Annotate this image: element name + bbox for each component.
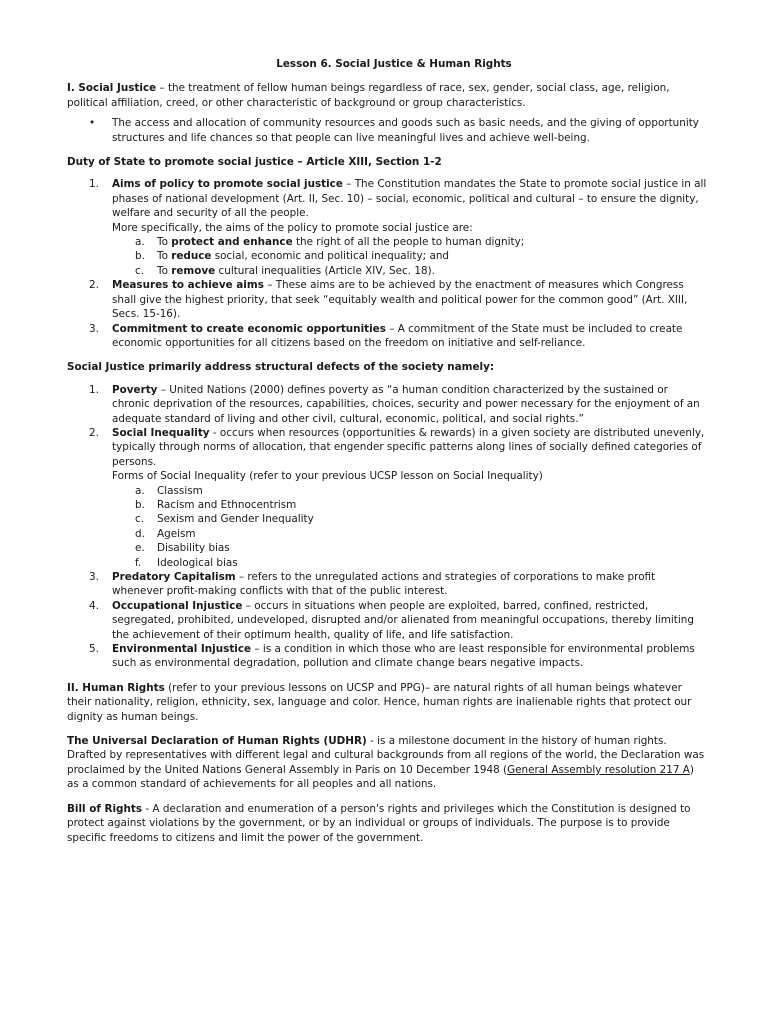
resolution-link[interactable]: General Assembly resolution 217 A	[507, 763, 690, 776]
aims-subitem-b: b. To reduce social, economic and political inequality; and	[135, 250, 450, 263]
defect-term: Occupational Injustice	[112, 599, 243, 612]
duty-list	[67, 177, 707, 350]
inequality-form: e. Disability bias	[135, 542, 230, 555]
defect-item-occupational-injustice: 4. Occupational Injustice – occurs in situations when people are exploited, barred, confined, restricted, segregated, prohibited, undeveloped, disrupted and/or alienated from meaningful occupations, thereby limiting the achievement of their optimum health, quality of life, and life satisfaction.	[89, 599, 694, 641]
duty-item-term: Measures to achieve aims	[112, 279, 264, 292]
defect-term: Environmental Injustice	[112, 643, 252, 656]
defect-more: Forms of Social Inequality (refer to your previous UCSP lesson on Social Inequality)	[112, 470, 543, 483]
udhr-term: The Universal Declaration of Human Rights (UDHR)	[67, 735, 367, 748]
aims-sublist	[112, 235, 707, 278]
social-justice-definition: – the treatment of fellow human beings regardless of race, sex, gender, social class, age, religion, political affiliation, creed, or other characteristic of background or group characteristics.	[67, 82, 670, 109]
defect-term: Predatory Capitalism	[112, 571, 236, 583]
inequality-form: a. Classism	[135, 484, 203, 497]
defect-term: Social Inequality	[112, 426, 210, 439]
defect-term: Poverty	[112, 383, 158, 396]
duty-item-text: – The Constitution mandates the State to promote social justice in all phases of national development (Art. II, Sec. 10) – social, economic, political and cultural – to ensure the dignity, welfare and security of all the people.	[112, 178, 707, 220]
defect-text: – occurs in situations when people are exploited, barred, confined, restricted, segregated, prohibited, undeveloped, disrupted and/or alienated from meaningful occupations, thereby limiting the achievement of their optimum health, quality of life, and life satisfaction.	[112, 599, 694, 641]
inequality-form: f. Ideological bias	[135, 556, 238, 569]
defect-item-social-inequality: 2. Social Inequality - occurs when resources (opportunities & rewards) in a given society are distributed unevenly, typically through norms of allocation, that engender specific patterns along lines of socially defined categories of persons. Forms of Social Inequality (refer to your previous UCSP lesson on Social Inequality) a. Classism b. Racism and Ethnocentrism c. Sexism and Gender Inequality d. Ageism e. Disability bias f. Ideological bias	[67, 426, 707, 570]
inequality-form: c. Sexism and Gender Inequality	[135, 513, 314, 526]
inequality-forms-list	[112, 484, 707, 570]
defect-text: – is a condition in which those who are least responsible for environmental problems such as environmental degradation, pollution and climate change bears negative impacts.	[112, 643, 695, 670]
inequality-form: d. Ageism	[135, 527, 196, 540]
social-justice-bullet-text: The access and allocation of community resources and goods such as basic needs, and the giving of opportunity structures and life chances so that people can live meaningful lives and achieve well-being.	[112, 117, 699, 144]
defect-item-predatory-capitalism: 3. Predatory Capitalism – refers to the unregulated actions and strategies of corporations to make profit whenever profit-making conflicts with that of the public interest.	[89, 571, 656, 598]
social-justice-paragraph	[67, 81, 707, 110]
bullet-dot-icon: •	[89, 117, 96, 130]
defect-text: – United Nations (2000) defines poverty as “a human condition characterized by the sustained or chronic deprivation of the resources, capabilities, choices, security and power necessary for the enjoyment of an adequate standard of living and other civil, cultural, economic, political, and social rights.”	[112, 383, 700, 425]
social-justice-bullet	[67, 116, 707, 145]
defect-text: - occurs when resources (opportunities & rewards) in a given society are distributed unevenly, typically through norms of allocation, that engender specific patterns along lines of socially defined categories of persons.	[112, 426, 705, 468]
bill-of-rights-term: Bill of Rights	[67, 802, 143, 815]
bill-of-rights-paragraph: Bill of Rights - A declaration and enumeration of a person's rights and privileges which the Constitution is designed to protect against violations by the government, or by an individual or groups of individuals. The purpose is to provide specific freedoms to citizens and limit the power of the government.	[67, 802, 691, 844]
aims-subitem-c: c. To remove cultural inequalities (Article XIV, Sec. 18).	[135, 264, 435, 277]
duty-item-2: 2. Measures to achieve aims – These aims are to be achieved by the enactment of measures which Congress shall give the highest priority, that seek “equitably wealth and political power for the common good” (Art. XIII, Secs. 15-16).	[89, 279, 688, 321]
duty-item-term: Commitment to create economic opportunities	[112, 322, 386, 335]
defect-item-poverty: 1. Poverty – United Nations (2000) defines poverty as “a human condition characterized by the sustained or chronic deprivation of the resources, capabilities, choices, security and power necessary for the enjoyment of an adequate standard of living and other civil, cultural, economic, political, and social rights.”	[89, 383, 700, 425]
human-rights-paragraph: II. Human Rights (refer to your previous lessons on UCSP and PPG)– are natural rights of all human beings whatever their nationality, religion, ethnicity, sex, language and color. Hence, human rights are inalienable rights that protect our dignity as human beings.	[67, 681, 692, 723]
duty-item-3: 3. Commitment to create economic opportunities – A commitment of the State must be included to create economic opportunities for all citizens based on the freedom on initiative and self-reliance.	[89, 322, 683, 349]
duty-item-term: Aims of policy to promote social justice	[112, 178, 343, 191]
human-rights-term: II. Human Rights	[67, 681, 165, 694]
duty-item-text: – These aims are to be achieved by the enactment of measures which Congress shall give the highest priority, that seek “equitably wealth and political power for the common good” (Art. XIII, Secs. 15-16).	[112, 279, 688, 321]
duty-heading: Duty of State to promote social justice – Article XIII, Section 1-2	[67, 156, 442, 169]
defects-heading: Social Justice primarily address structural defects of the society namely:	[67, 361, 495, 374]
duty-item-1: 1. Aims of policy to promote social justice – The Constitution mandates the State to promote social justice in all phases of national development (Art. II, Sec. 10) – social, economic, political and cultural – to ensure the dignity, welfare and security of all the people. More specifically, the aims of the policy to promote social justice are: a. To protect and enhance the right of all the people to human dignity; b. To reduce social, economic and political inequality; and c. To remove cultural inequalities (Article XIV, Sec. 18).	[67, 177, 707, 278]
social-justice-term: I. Social Justice	[67, 82, 157, 95]
duty-item-text: – A commitment of the State must be included to create economic opportunities for all citizens based on the freedom on initiative and self-reliance.	[112, 322, 683, 349]
document-body	[67, 57, 707, 845]
defect-text: – refers to the unregulated actions and strategies of corporations to make profit whenever profit-making conflicts with that of the public interest.	[112, 571, 656, 598]
aims-subitem-a: a. To protect and enhance the right of all the people to human dignity;	[135, 236, 525, 249]
udhr-paragraph: The Universal Declaration of Human Rights (UDHR) - is a milestone document in the history of human rights. Drafted by representatives with different legal and cultural backgrounds from all regions of the world, the Declaration was proclaimed by the United Nations General Assembly in Paris on 10 December 1948 (General Assembly resolution 217 A) as a common standard of achievements for all peoples and all nations.	[67, 735, 705, 791]
lesson-title: Lesson 6. Social Justice & Human Rights	[276, 58, 512, 70]
defects-list	[67, 383, 707, 671]
defect-item-environmental-injustice: 5. Environmental Injustice – is a condition in which those who are least responsible for environmental problems such as environmental degradation, pollution and climate change bears negative impacts.	[89, 643, 695, 670]
inequality-form: b. Racism and Ethnocentrism	[135, 498, 297, 511]
duty-item-more: More specifically, the aims of the policy to promote social justice are:	[112, 221, 473, 234]
